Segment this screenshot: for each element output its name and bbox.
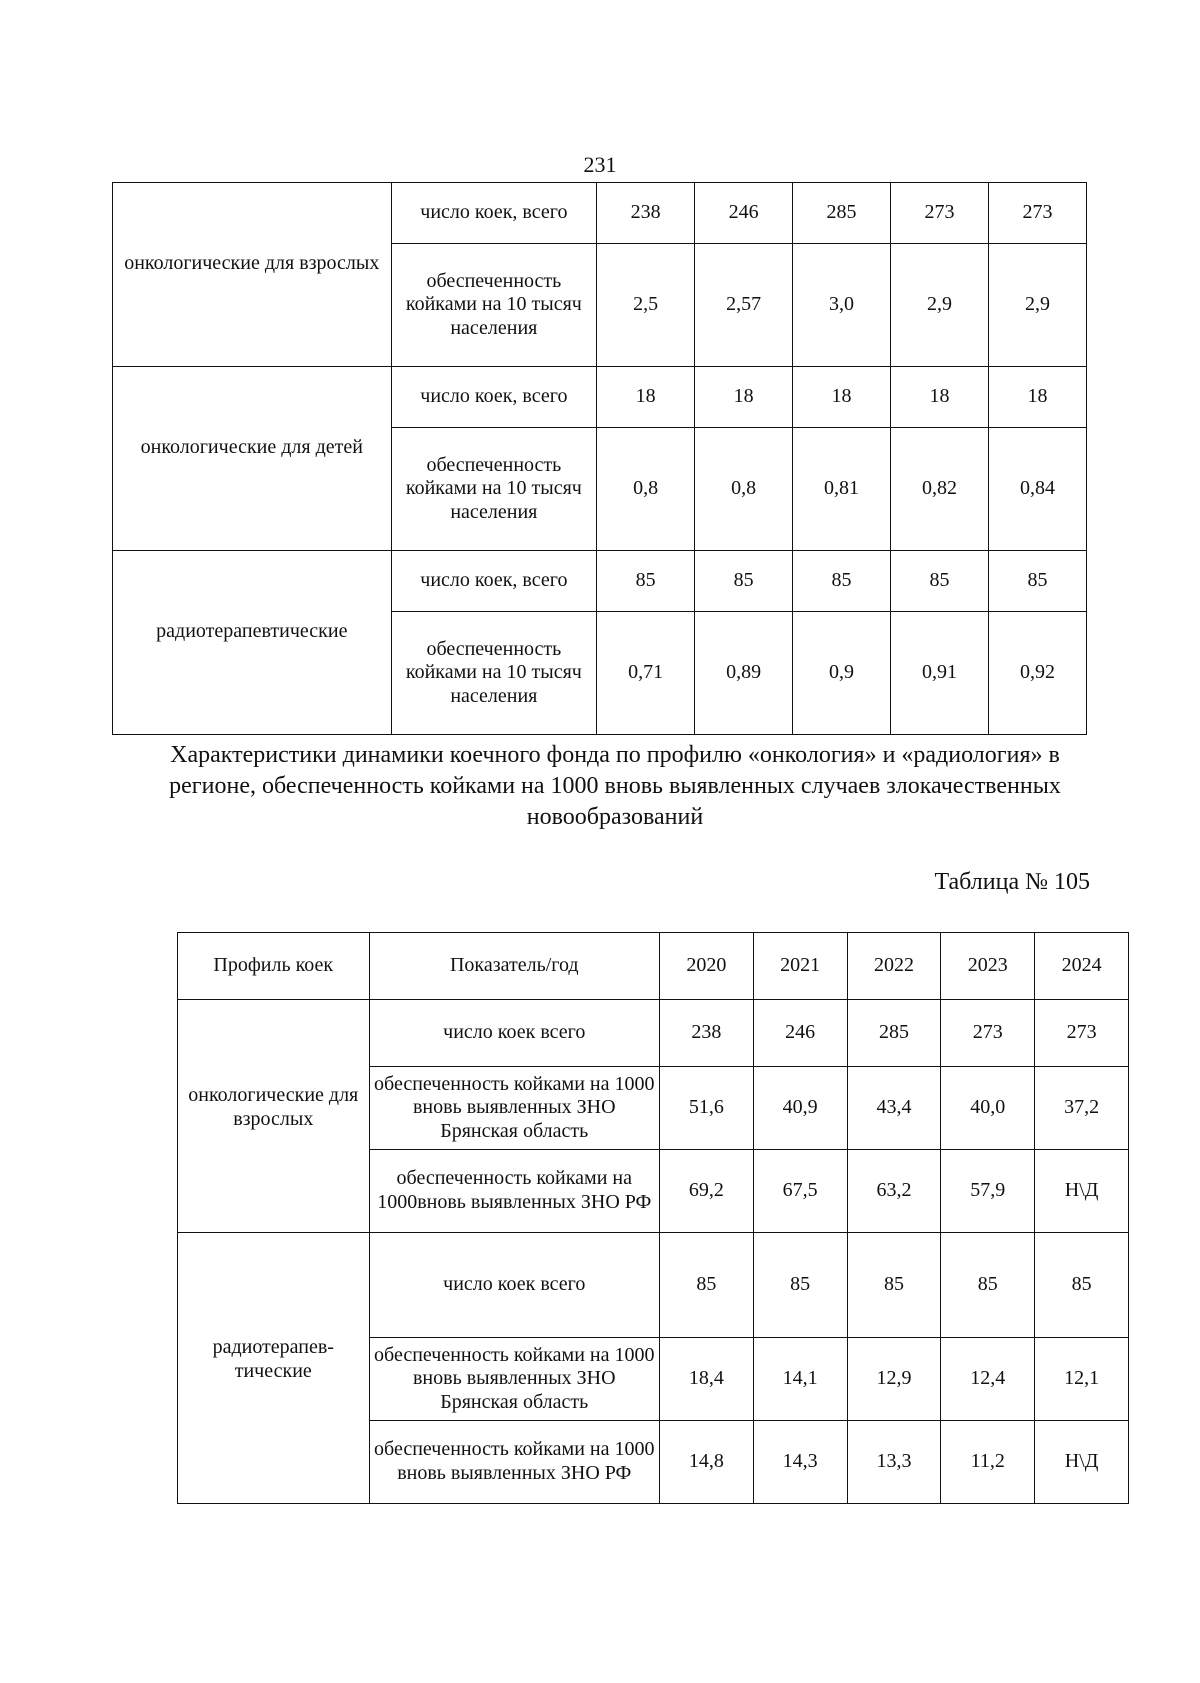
value-cell: 85 [660, 1233, 754, 1338]
value-cell: 273 [1035, 1000, 1129, 1067]
value-cell: 18 [891, 367, 989, 428]
value-cell: 85 [793, 551, 891, 612]
profile-cell: радиотерапевтические [113, 551, 392, 735]
indicator-cell: число коек, всего [391, 551, 597, 612]
value-cell: 2,9 [891, 244, 989, 367]
value-cell: 85 [597, 551, 695, 612]
profile-cell: радиотерапев-тические [178, 1233, 370, 1504]
profile-cell: онкологические для взрослых [113, 183, 392, 367]
column-header-year: 2021 [753, 933, 847, 1000]
value-cell: 0,8 [695, 428, 793, 551]
value-cell: 43,4 [847, 1067, 941, 1150]
bed-fund-table-continued [112, 182, 1087, 735]
value-cell: 12,1 [1035, 1338, 1129, 1421]
value-cell: 18 [989, 367, 1087, 428]
table-row [113, 183, 1087, 244]
profile-cell: онкологические для детей [113, 367, 392, 551]
value-cell: 0,9 [793, 612, 891, 735]
table-row [113, 551, 1087, 612]
indicator-cell: число коек всего [369, 1233, 659, 1338]
value-cell: 0,81 [793, 428, 891, 551]
value-cell: 51,6 [660, 1067, 754, 1150]
value-cell: 12,4 [941, 1338, 1035, 1421]
table-header-row [178, 933, 1129, 1000]
indicator-cell: число коек всего [369, 1000, 659, 1067]
column-header-year: 2022 [847, 933, 941, 1000]
column-header-profile: Профиль коек [178, 933, 370, 1000]
value-cell: Н\Д [1035, 1150, 1129, 1233]
value-cell: 14,1 [753, 1338, 847, 1421]
value-cell: 11,2 [941, 1421, 1035, 1504]
value-cell: 2,5 [597, 244, 695, 367]
table-caption: Таблица № 105 [934, 869, 1090, 895]
column-header-indicator: Показатель/год [369, 933, 659, 1000]
value-cell: 18 [695, 367, 793, 428]
profile-cell: онкологические для взрослых [178, 1000, 370, 1233]
value-cell: 0,92 [989, 612, 1087, 735]
value-cell: 85 [989, 551, 1087, 612]
value-cell: 238 [660, 1000, 754, 1067]
value-cell: 63,2 [847, 1150, 941, 1233]
indicator-cell: число коек, всего [391, 367, 597, 428]
table-row [178, 1000, 1129, 1067]
value-cell: 85 [753, 1233, 847, 1338]
value-cell: 238 [597, 183, 695, 244]
section-heading: Характеристики динамики коечного фонда по профилю «онкология» и «радиология» в регионе, обеспеченность койками на 1000 вновь выявленных случаев злокачественных новообразований [169, 742, 1061, 831]
value-cell: 0,91 [891, 612, 989, 735]
table-row [113, 367, 1087, 428]
indicator-cell: обеспеченность койками на 1000 вновь выявленных ЗНО Брянская область [369, 1067, 659, 1150]
value-cell: 57,9 [941, 1150, 1035, 1233]
value-cell: Н\Д [1035, 1421, 1129, 1504]
indicator-cell: обеспеченность койками на 10 тысяч населения [391, 428, 597, 551]
value-cell: 2,57 [695, 244, 793, 367]
indicator-cell: обеспеченность койками на 1000 вновь выявленных ЗНО Брянская область [369, 1338, 659, 1421]
table-row [178, 1233, 1129, 1338]
value-cell: 246 [753, 1000, 847, 1067]
value-cell: 273 [891, 183, 989, 244]
value-cell: 3,0 [793, 244, 891, 367]
value-cell: 13,3 [847, 1421, 941, 1504]
value-cell: 85 [941, 1233, 1035, 1338]
value-cell: 0,89 [695, 612, 793, 735]
value-cell: 273 [989, 183, 1087, 244]
value-cell: 0,82 [891, 428, 989, 551]
value-cell: 246 [695, 183, 793, 244]
value-cell: 85 [695, 551, 793, 612]
value-cell: 12,9 [847, 1338, 941, 1421]
value-cell: 69,2 [660, 1150, 754, 1233]
column-header-year: 2020 [660, 933, 754, 1000]
value-cell: 40,0 [941, 1067, 1035, 1150]
value-cell: 14,3 [753, 1421, 847, 1504]
value-cell: 85 [1035, 1233, 1129, 1338]
value-cell: 18 [793, 367, 891, 428]
value-cell: 40,9 [753, 1067, 847, 1150]
indicator-cell: обеспеченность койками на 10 тысяч населения [391, 612, 597, 735]
value-cell: 0,8 [597, 428, 695, 551]
indicator-cell: обеспеченность койками на 10 тысяч населения [391, 244, 597, 367]
column-header-year: 2024 [1035, 933, 1129, 1000]
value-cell: 285 [793, 183, 891, 244]
value-cell: 14,8 [660, 1421, 754, 1504]
value-cell: 67,5 [753, 1150, 847, 1233]
indicator-cell: обеспеченность койками на 1000 вновь выявленных ЗНО РФ [369, 1421, 659, 1504]
value-cell: 0,84 [989, 428, 1087, 551]
value-cell: 273 [941, 1000, 1035, 1067]
value-cell: 85 [891, 551, 989, 612]
column-header-year: 2023 [941, 933, 1035, 1000]
value-cell: 0,71 [597, 612, 695, 735]
page-number: 231 [583, 152, 617, 177]
value-cell: 18,4 [660, 1338, 754, 1421]
indicator-cell: обеспеченность койками на 1000вновь выявленных ЗНО РФ [369, 1150, 659, 1233]
value-cell: 18 [597, 367, 695, 428]
value-cell: 37,2 [1035, 1067, 1129, 1150]
bed-fund-table-105 [177, 932, 1129, 1504]
value-cell: 2,9 [989, 244, 1087, 367]
value-cell: 285 [847, 1000, 941, 1067]
indicator-cell: число коек, всего [391, 183, 597, 244]
value-cell: 85 [847, 1233, 941, 1338]
